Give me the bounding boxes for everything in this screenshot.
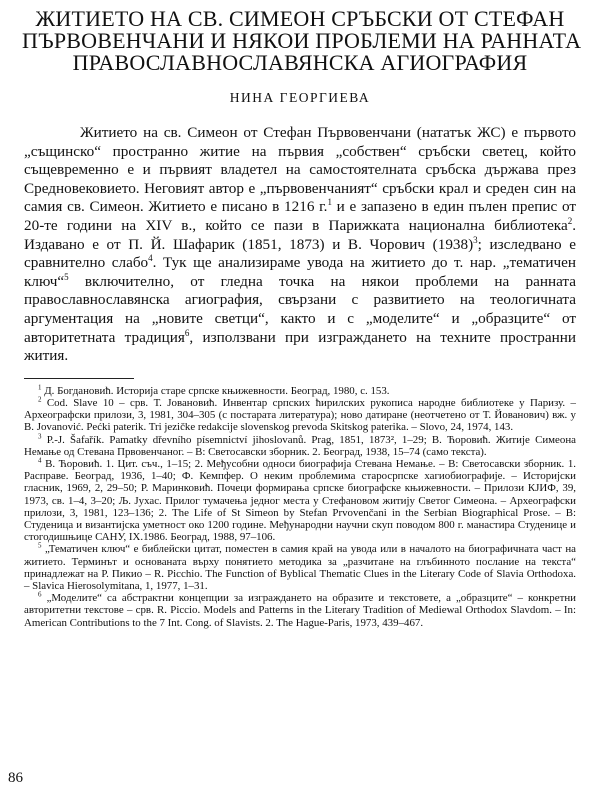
footnote-number: 2 [38,395,42,404]
body-text-run: . Издавано е от П. Й. Шафарик (1851, 1873) и В. Чорович (1938) [24,216,576,253]
footnote-number: 6 [38,590,42,599]
title-line: ПЪРВОВЕНЧАНИ И НЯКОИ ПРОБЛЕМИ НА РАННАТА [22,28,582,53]
footnote [24,431,576,458]
footnote-ref: 4 [148,253,153,264]
footnote [24,458,576,543]
footnote-text: Д. Богдановић. Историја старе српске књижевности. Београд, 1980, с. 153. [44,384,390,397]
body-text-run: ; изследвано е сравнително слабо [24,235,577,272]
footnote-ref: 1 [327,197,332,208]
body-paragraph [22,124,578,366]
body-text-run: . Тук ще анализираме увода на житието до т. нар. „тематичен ключ“ [24,254,576,290]
footnote-number: 5 [38,541,42,550]
footnote-text: „Тематичен ключ“ е библейски цитат, поместен в самия край на увода или в началото на биографичната част на житието. Терминът и основаната върху понятието методика за „разчитане на глъбинното послание на текста“ принадлежат на Р. Пикио – R. Picchio. The Function of Byblical Thematic Clues in the Literary Code of Slavia Orthodoxa. – Slavica Hierosolymitana, 1, 1977, 1–31. [24,543,576,592]
title-line: ПРАВОСЛАВНОСЛАВЯНСКА АГИОГРАФИЯ [72,50,528,75]
footnote [24,385,576,397]
title-line: ЖИТИЕТО НА СВ. СИМЕОН СРЪБСКИ ОТ СТЕФАН [35,6,565,31]
footnote-ref: 2 [567,215,573,226]
author-name: НИНА ГЕОРГИЕВА [229,90,371,105]
footnote [24,543,576,592]
footnote-ref: 5 [64,271,69,282]
page-number: 86 [8,770,23,786]
body-text-run: включително, от гледна точка на някои проблеми на ранната православнославянска агиография, свързани с развитието на теологичната аргументация на „новите светци“, както и с „моделите“ и „образците“ от авторитетната традиция [24,272,576,346]
footnote-text: Cod. Slave 10 – срв. Т. Јовановић. Инвентар српских ћирилских рукописа народне библиотеке у Паризу. – Археографски прилози, 3, 1981, 304–305 (с постарата литература); ново датиране (неотчетено от Т. Йованович) вж. у B. Jovanović. Pećki paterik. Tri jezičke redakcije slovenskog prevoda Skitskog paterika. – Slovo, 24, 1974, 143. [24,396,576,434]
footnote-ref: 3 [473,234,478,245]
footnote [24,592,576,629]
body-text-run: Житието на св. Симеон от Стефан Първовенчани (нататък ЖС) е първото „същинско“ пространно житие на първия „собствен“ сръбски светец, който същевременно е и първият владетел на самостоятелната сръбска държава през Средновековието. Неговият автор е „първовенчаният“ сръбски крал и среден син на самия св. Симеон. Житието е писано в 1216 г. [24,124,576,216]
footnote-number: 1 [38,383,42,392]
footnote [24,397,576,434]
footnote-number: 4 [38,456,42,465]
footnote-text: P.-J. Šafařík. Pamatky dřevního písemnictví jihoslovanů. Prag, 1851, 1873², 1–29; В. Ћоровић. Житије Симеона Немање од Стевана Првовенчаног. – В: Светосавски зборник. 2. Београд, 1938, 15–74 (само текста). [24,433,576,458]
body-text-run: и е запазено в един пълен препис от 20-те години на XIV в., който се пази в Парижката национална библиотека [24,198,576,234]
footnote-separator [24,378,134,379]
body-text-run: , използвани при изграждането на техните пространни жития. [24,328,577,365]
footnote-ref: 6 [184,327,190,338]
article-title [22,6,582,75]
footnotes [22,385,578,629]
footnote-number: 3 [38,431,42,440]
footnote-text: „Моделите“ са абстрактни концепции за изграждането на образите и текстовете, а „образците“ – конкретни авторитетни текстове – срв. R. Piccio. Models and Patterns in the Literary Tradition of Mediewal Orthodox Slavdom. – In: American Contributions to the 7 Int. Cong. of Slavists. 2. The Hague-Paris, 1973, 439–467. [24,592,576,629]
footnote-text: В. Ћоровић. 1. Цит. съч., 1–15; 2. Међусобни односи биографија Стевана Немање. – В: Светосавски зборник. 1. Расправе. Београд, 1936, 1–40; Ф. Кемпфер. О неким проблемима старосрпске хагиобиографије. – Историјски гласник, 1969, 2, 29–50; Р. Маринковић. Почеци формирања српске биографске књижевности. – Прилози КЈИФ, 39, 1973, св. 1–4, 3–20; Љ. Јухас. Прилог тумачења једног места у Стефановом житију Светог Симеона. – Археографски прилози, 3, 1981, 123–136; 2. The Life of St Simeon by Stefan Prvovenčani in the Serbian Biographical Prose. – В: Студеница и византијска уметност око 1200 године. Међународни научни скуп поводом 800 г. манастира Студенице и стогодишњице САНУ, IX.1986. Београд, 1988, 97–106. [24,457,576,544]
